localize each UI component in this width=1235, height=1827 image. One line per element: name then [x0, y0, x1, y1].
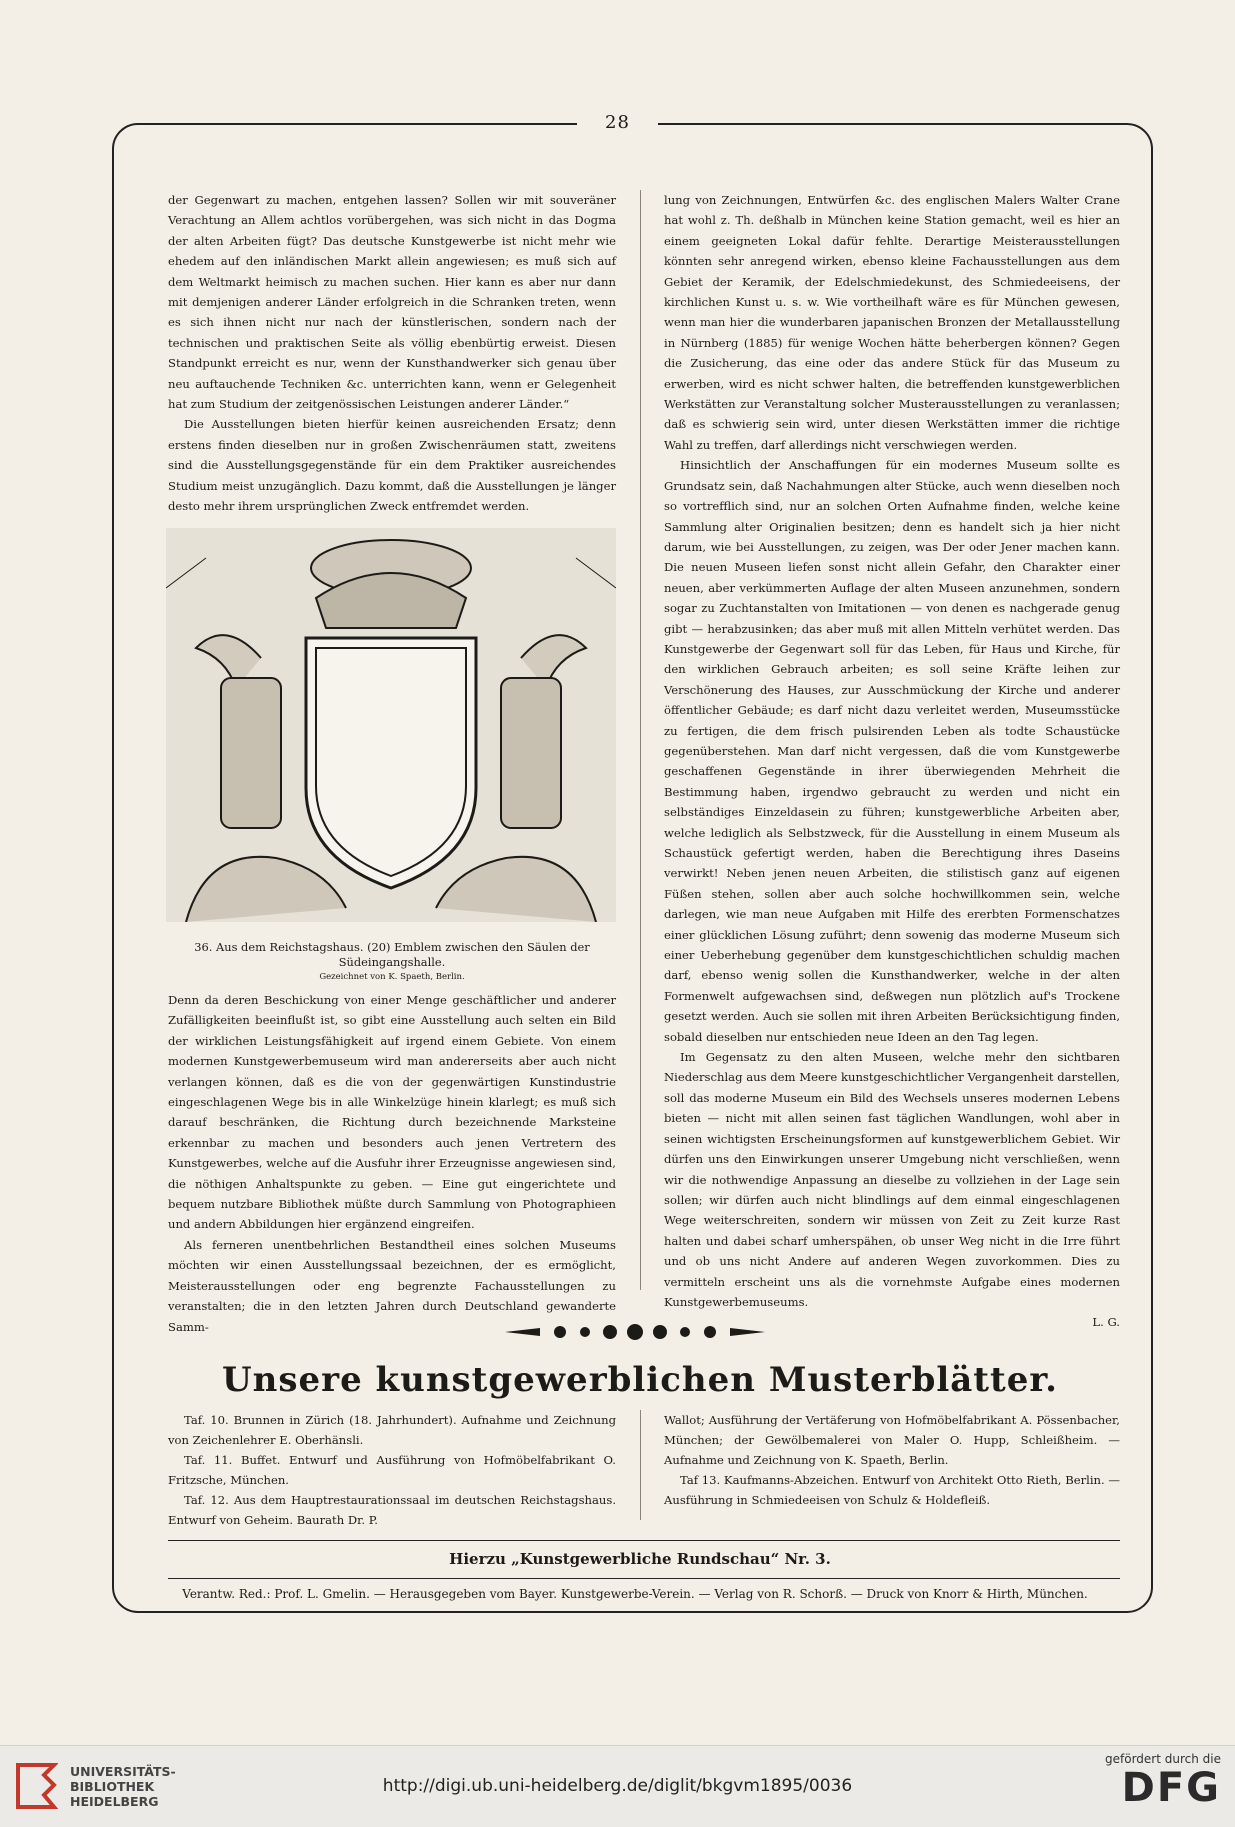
plate-entry: Wallot; Ausführung der Vertäferung von Hofmöbelfabrikant A. Pössenbacher, München; der Gewölbemalerei von Maler O. Hupp, Schleißheim. — Aufnahme und Zeichnung von K. Spaeth, Berlin. [664, 1413, 1120, 1467]
column-divider [640, 1410, 641, 1520]
left-column-top [168, 190, 616, 517]
paragraph: Im Gegensatz zu den alten Museen, welche mehr den sichtbaren Niederschlag aus dem Meere kunstgeschichtlicher Vergangenheit darstellen, soll das moderne Museum ein Bild des Wechsels unseres modernen Lebens bieten — nicht mit allen seinen fast täglichen Wandlungen, wohl aber in seinen wichtigsten Erscheinungsformen auf kunstgewerblichem Gebiet. Wir dürfen uns den Einwirkungen unserer Umgebung nicht verschließen, wenn wir die nothwendige Anpassung an dieselbe zu vollziehen in der Lage sein sollen; wir dürfen auch nicht blindlings auf dem einmal eingeschlagenen Wege weiterschreiten, sondern wir müssen von Zeit zu Zeit kurze Rast halten und dabei scharf umherspähen, ob unser Weg nicht in die Irre führt und ob uns nicht Andere auf anderen Wegen zuvorkommen. Dies zu vermitteln erscheint uns als die vornehmste Aufgabe eines modernen Kunstgewerbemuseums. [664, 1050, 1120, 1309]
supplement-note: Hierzu „Kunstgewerbliche Rundschau“ Nr. 3. [449, 1550, 831, 1568]
horizontal-rule [168, 1540, 1120, 1541]
paragraph: Denn da deren Beschickung von einer Menge geschäftlicher und anderer Zufälligkeiten beeinflußt ist, so gibt eine Ausstellung auch selten ein Bild der wirklichen Leistungsfähigkeit auf irgend einem Gebiete. Von einem modernen Kunstgewerbemuseum wird man andererseits aber auch nicht verlangen können, daß es die von der gegenwärtigen Kunstindustrie eingeschlagenen Wege bis in alle Winkelzüge hinein klarlegt; es muß sich darauf beschränken, die Richtung durch bezeichnende Marksteine erkennbar zu machen und besonders auch jenen Vertretern des Kunstgewerbes, welche auf die Ausfuhr ihrer Erzeugnisse angewiesen sind, die nöthigen Anhaltspunkte zu geben. — Eine gut eingerichtete und bequem nutzbare Bibliothek müßte durch Sammlung von Photographieen und andern Abbildungen hier ergänzend eingreifen. [168, 993, 616, 1232]
plate-entry: Taf. 11. Buffet. Entwurf und Ausführung von Hofmöbelfabrikant O. Fritzsche, München. [168, 1453, 616, 1487]
paragraph: Hinsichtlich der Anschaffungen für ein modernes Museum sollte es Grundsatz sein, daß Nachahmungen alter Stücke, auch wenn dieselben noch so vortrefflich sind, nur an solchen Orten Aufnahme finden, welche keine Sammlung alter Originalien besitzen; denn es handelt sich ja hier nicht darum, wie bei Ausstellungen, zu zeigen, was Der oder Jener machen kann. Die neuen Museen liefen sonst nicht allein Gefahr, den Charakter einer neuen, aber verkümmerten Auflage der alten Museen anzunehmen, sondern sogar zu Zuchtanstalten von Imitationen — von denen es nachgerade genug gibt — herabzusinken; das aber muß mit allen Mitteln verhütet werden. Das Kunstgewerbe der Gegenwart soll für das Leben, für Haus und Kirche, für den wirklichen Gebrauch arbeiten; es soll seine Kräfte leihen zur Verschönerung des Hauses, zur Ausschmückung der Kirche und anderer öffentlicher Gebäude; es darf nicht dazu verleitet werden, Museumsstücke zu fertigen, die dem frisch pulsirenden Leben als todte Schaustücke gegenüberstehen. Man darf nicht vergessen, daß die vom Kunstgewerbe geschaffenen Gegenstände in ihrer überwiegenden Mehrheit die Bestimmung haben, irgendwo gebraucht zu werden und nicht ein selbständiges Einzeldasein zu führen; kunstgewerbliche Arbeiten aber, welche lediglich als Selbstzweck, für die Ausstellung in einem Museum als Schaustück gefertigt werden, haben die Berechtigung ihres Daseins verwirkt! Neben jenen neuen Arbeiten, die stilistisch ganz auf eigenen Füßen stehen, sollen aber auch solche hochwillkommen sein, welche darlegen, wie man neue Aufgaben mit Hilfe des ererbten Formenschatzes einer glücklichen Lösung zuführt; denn sowenig das moderne Museum sich einer Ueberhebung gegenüber dem kunstgeschichtlichen schuldig machen darf, ebenso wenig sollen die Kunsthandwerker, welche in der alten Formenwelt aufgewachsen sind, deßwegen nun plötzlich auf's Trockene gesetzt werden. Auch sie sollen mit ihren Arbeiten Berücksichtigung finden, sobald dieselben nur entschieden neue Ideen an den Tag legen. [664, 458, 1120, 1044]
ornament-divider-icon [500, 1318, 770, 1346]
plate-entry: Taf. 10. Brunnen in Zürich (18. Jahrhundert). Aufnahme und Zeichnung von Zeichenlehrer E. Oberhänsli. [168, 1413, 616, 1447]
reichstag-emblem-illustration [166, 528, 616, 922]
dfg-logo-icon: DFG [1121, 1765, 1221, 1811]
left-column-bottom [168, 990, 616, 1337]
page-number: 28 [577, 112, 658, 133]
caption-credit: Gezeichnet von K. Spaeth, Berlin. [319, 972, 465, 982]
viewer-footer [0, 1745, 1235, 1827]
funded-by-label: gefördert durch die [1105, 1752, 1221, 1766]
permalink-url[interactable]: http://digi.ub.uni-heidelberg.de/diglit/bkgvm1895/0036 [382, 1776, 853, 1796]
figure-caption [168, 940, 616, 985]
paragraph: der Gegenwart zu machen, entgehen lassen? Sollen wir mit souveräner Verachtung an Allem achtlos vorübergehen, was sich nicht in das Dogma der alten Arbeiten fügt? Das deutsche Kunstgewerbe ist nicht mehr wie ehedem auf den inländischen Markt allein angewiesen; es muß sich auf dem Weltmarkt heimisch zu machen suchen. Hier kann es aber nur dann mit demjenigen anderer Länder erfolgreich in die Schranken treten, wenn es sich ihnen nicht nur nach der künstlerischen, sondern nach der technischen und praktischen Seite als völlig ebenbürtig erweist. Diesen Standpunkt erreicht es nur, wenn der Kunsthandwerker sich genau über neu auftauchende Techniken &c. unterrichten kann, wenn er Gelegenheit hat zum Studium der zeitgenössischen Leistungen anderer Länder.“ [168, 193, 616, 412]
paragraph: Als ferneren unentbehrlichen Bestandtheil eines solchen Museums möchten wir einen Ausstellungssaal bezeichnen, der es ermöglicht, Meisterausstellungen oder eng begrenzte Fachausstellungen zu veranstalten; die in den letzten Jahren durch Deutschland gewanderte Samm- [168, 1237, 616, 1334]
author-signature: L. G. [1092, 1315, 1120, 1330]
horizontal-rule [168, 1578, 1120, 1579]
column-divider [640, 190, 641, 1290]
caption-text: 36. Aus dem Reichstagshaus. (20) Emblem zwischen den Säulen der Südeingangshalle. [194, 940, 590, 969]
university-name: UNIVERSITÄTS- BIBLIOTHEK HEIDELBERG [70, 1764, 176, 1809]
plates-list-left [168, 1410, 616, 1530]
plates-list-right [664, 1410, 1120, 1510]
plate-entry: Taf. 12. Aus dem Hauptrestaurationssaal im deutschen Reichstagshaus. Entwurf von Geheim. Baurath Dr. P. [168, 1493, 616, 1527]
plate-entry: Taf 13. Kaufmanns-Abzeichen. Entwurf von Architekt Otto Rieth, Berlin. — Ausführung in Schmiedeeisen von Schulz & Holdefleiß. [664, 1473, 1120, 1507]
section-title: Unsere kunstgewerblichen Musterblätter. [222, 1360, 1058, 1400]
coat-of-arms-icon [166, 528, 616, 922]
page-number-row [0, 112, 1235, 133]
right-column [664, 190, 1120, 1333]
imprint-line: Verantw. Red.: Prof. L. Gmelin. — Herausgegeben vom Bayer. Kunstgewerbe-Verein. — Verlag von R. Schorß. — Druck von Knorr & Hirth, München. [182, 1587, 1088, 1601]
dfg-credit [1105, 1752, 1221, 1810]
paragraph: Die Ausstellungen bieten hierfür keinen ausreichenden Ersatz; denn erstens finden dieselben nur in großen Zwischenräumen statt, zweitens sind die Ausstellungsgegenstände für ein dem Praktiker ausreichendes Studium meist unzugänglich. Dazu kommt, daß die Ausstellungen je länger desto mehr ihrem ursprünglichen Zweck entfremdet werden. [168, 417, 616, 514]
paragraph: lung von Zeichnungen, Entwürfen &c. des englischen Malers Walter Crane hat wohl z. Th. deßhalb in München keine Station gemacht, weil es hier an einem geeigneten Lokal dafür fehlte. Derartige Meisterausstellungen könnten sehr anregend wirken, ebenso kleine Fachausstellungen aus dem Gebiet der Keramik, der Edelschmiedekunst, des Schmiedeeisens, der kirchlichen Kunst u. s. w. Wie vortheilhaft wäre es für München gewesen, wenn man hier die wunderbaren japanischen Bronzen der Metallausstellung in Nürnberg (1885) für wenige Wochen hätte beherbergen können? Gegen die Zusicherung, das eine oder das andere Stück für das Museum zu erwerben, wird es nicht schwer halten, die betreffenden kunstgewerblichen Werkstätten zur Veranstaltung solcher Musterausstellungen zu veranlassen; daß es schwierig sein wird, unter diesen Werkstätten immer die richtige Wahl zu treffen, darf allerdings nicht verschwiegen werden. [664, 193, 1120, 452]
